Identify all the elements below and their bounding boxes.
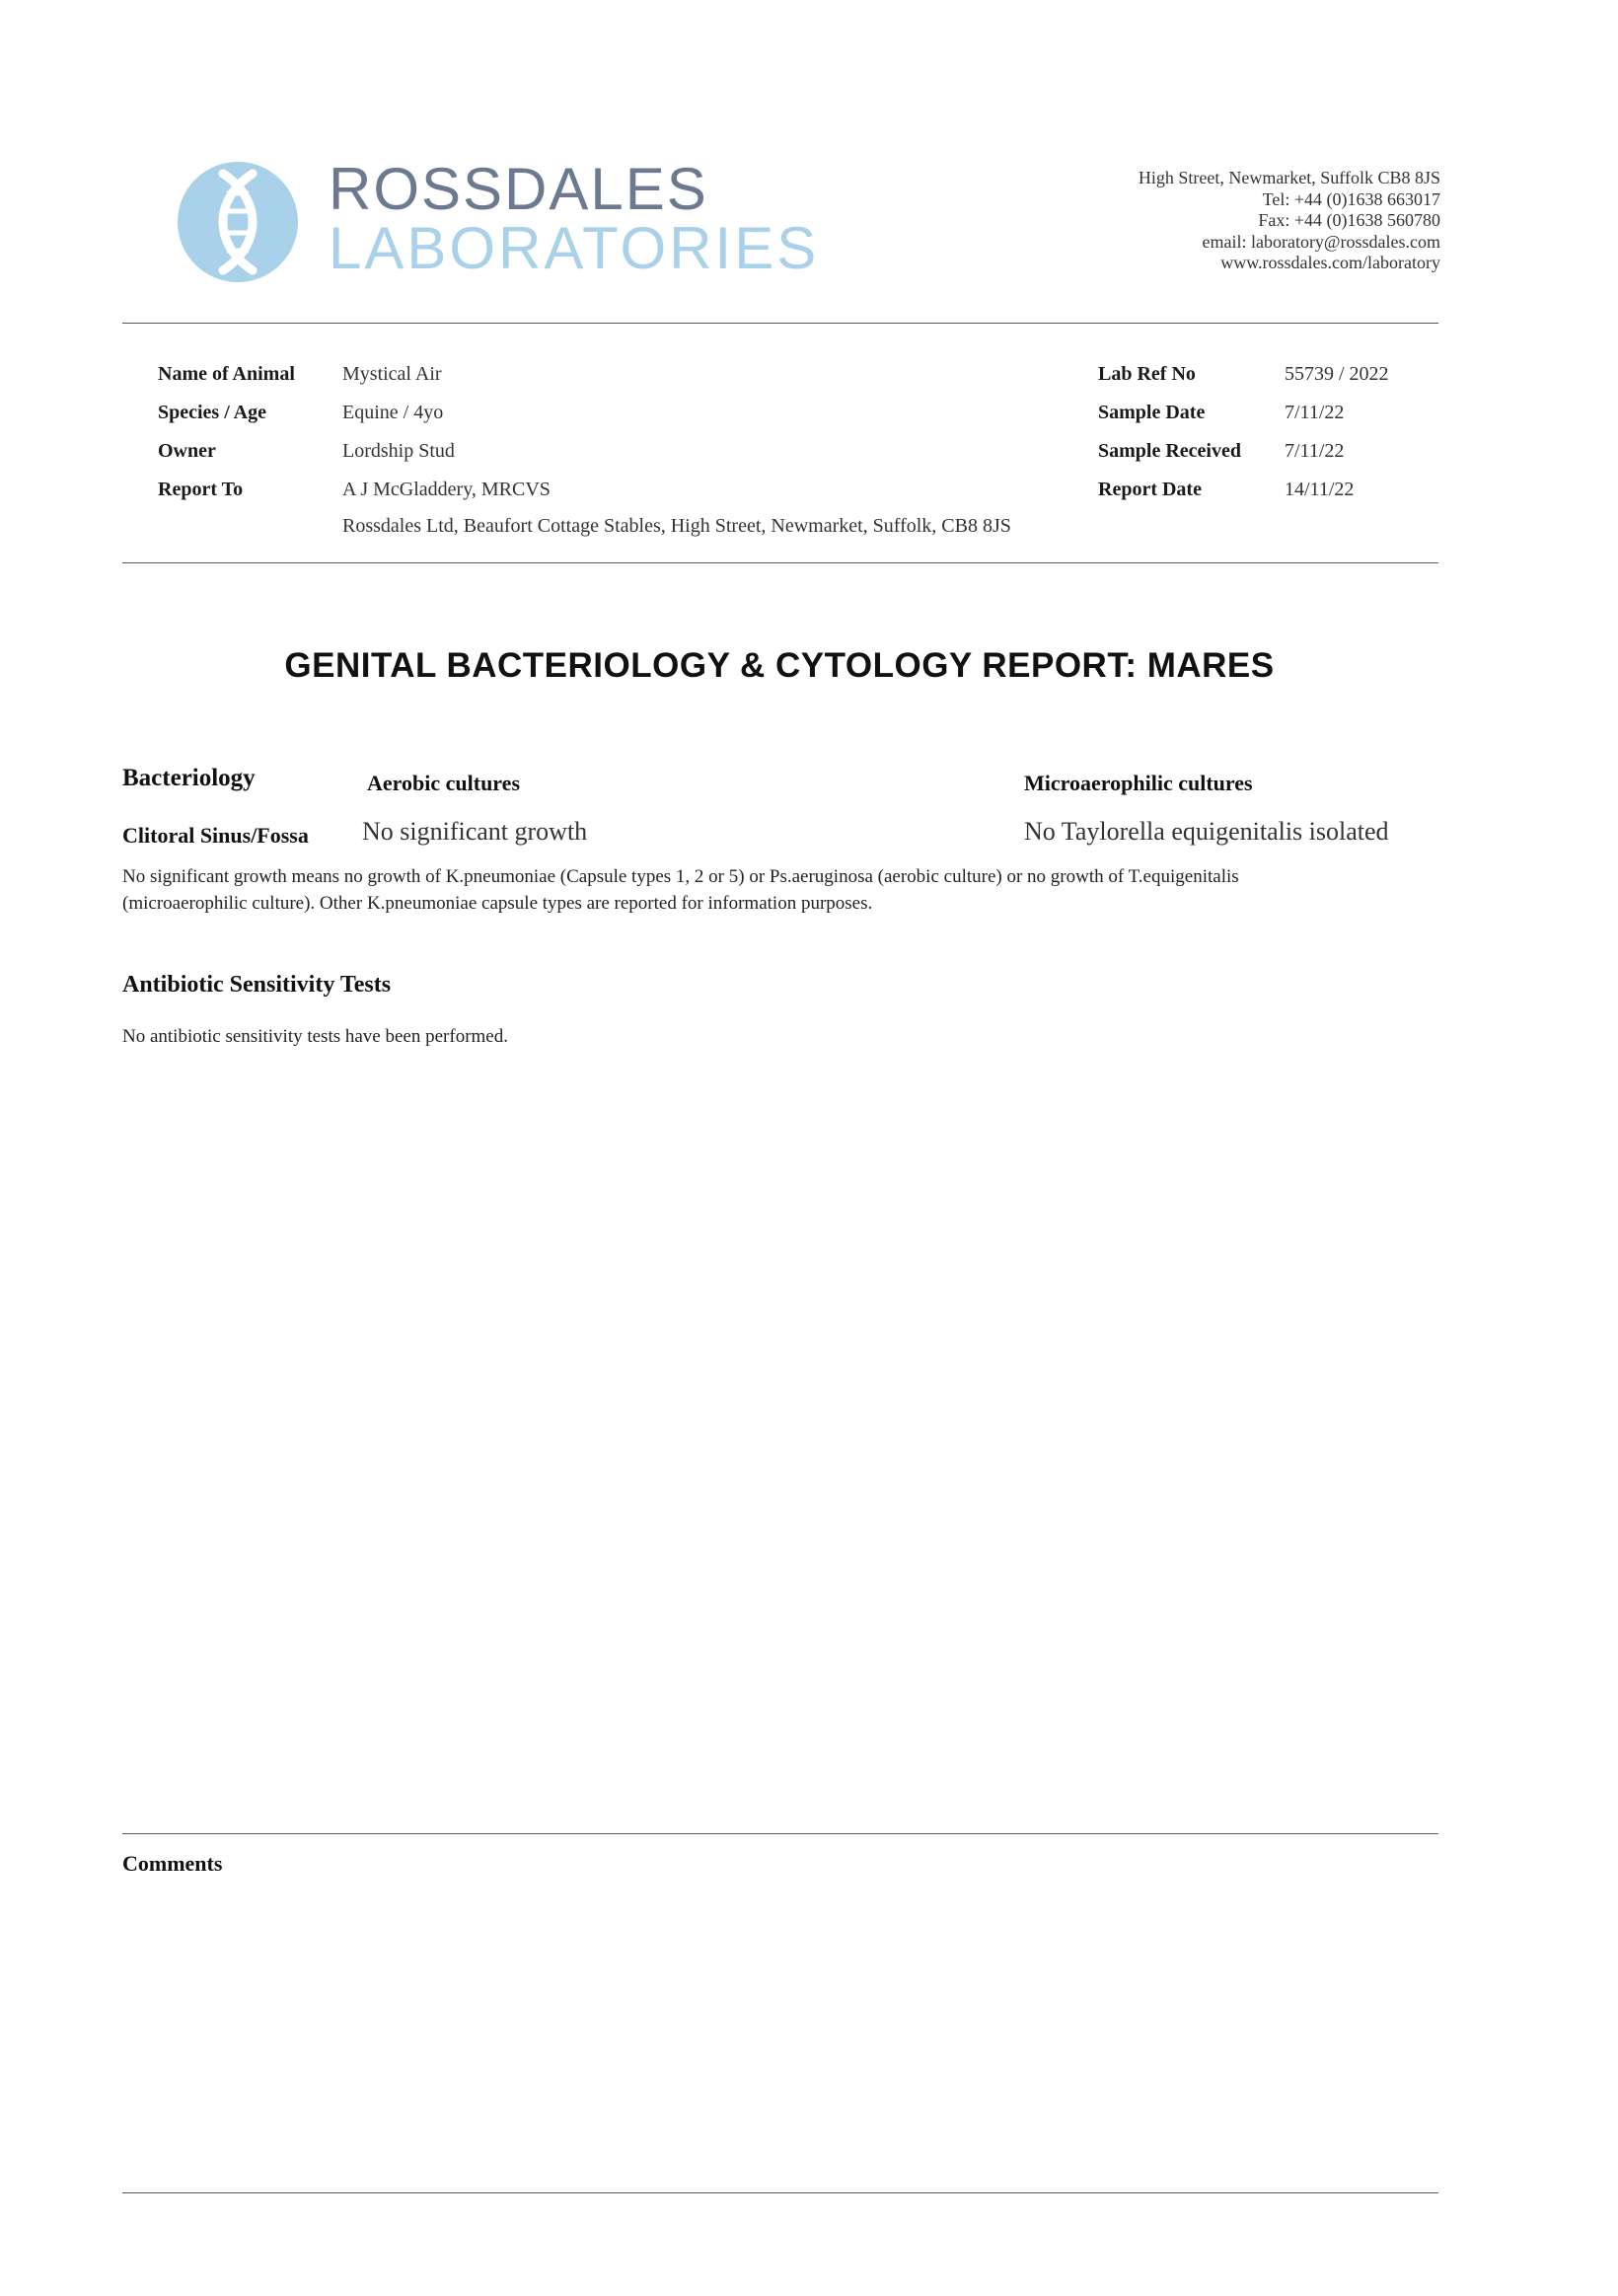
lab-ref-value: 55739 / 2022: [1285, 363, 1389, 385]
report-to-value: A J McGladdery, MRCVS: [342, 479, 551, 500]
lab-email: email: laboratory@rossdales.com: [1202, 231, 1440, 252]
owner-value: Lordship Stud: [342, 440, 455, 462]
animal-name-value: Mystical Air: [342, 363, 442, 385]
sample-date-label: Sample Date: [1098, 402, 1206, 423]
report-to-label: Report To: [158, 479, 244, 500]
details-divider: [122, 562, 1438, 563]
antibiotic-text: No antibiotic sensitivity tests have been performed.: [122, 1026, 508, 1047]
aerobic-cultures-heading: Aerobic cultures: [367, 771, 520, 795]
lab-ref-label: Lab Ref No: [1098, 363, 1196, 385]
lab-contact-block: [1139, 168, 1440, 274]
sample-received-value: 7/11/22: [1285, 440, 1345, 462]
microaerophilic-cultures-heading: Microaerophilic cultures: [1024, 771, 1253, 795]
lab-website: www.rossdales.com/laboratory: [1220, 253, 1440, 272]
logo-wordmark-top: ROSSDALES: [329, 156, 708, 222]
microaerophilic-result: No Taylorella equigenitalis isolated: [1024, 817, 1389, 846]
sample-date-value: 7/11/22: [1285, 402, 1345, 423]
dna-helix-icon: [176, 160, 300, 284]
comments-heading: Comments: [122, 1851, 223, 1876]
report-to-address: Rossdales Ltd, Beaufort Cottage Stables, High Street, Newmarket, Suffolk, CB8 8JS: [342, 515, 1011, 537]
report-title: GENITAL BACTERIOLOGY & CYTOLOGY REPORT: MARES: [284, 646, 1275, 685]
bacteriology-note-line2: (microaerophilic culture). Other K.pneumoniae capsule types are reported for information purposes.: [122, 893, 873, 914]
bacteriology-note: [122, 863, 1464, 917]
bacteriology-note-line1: No significant growth means no growth of K.pneumoniae (Capsule types 1, 2 or 5) or Ps.aeruginosa (aerobic culture) or no growth of T.equigenitalis: [122, 866, 1239, 887]
species-age-label: Species / Age: [158, 402, 266, 423]
sample-site-label: Clitoral Sinus/Fossa: [122, 823, 309, 848]
lab-address: High Street, Newmarket, Suffolk CB8 8JS: [1138, 168, 1440, 187]
bacteriology-heading: Bacteriology: [122, 765, 256, 791]
report-date-label: Report Date: [1098, 479, 1202, 500]
comments-divider-bottom: [122, 2192, 1438, 2193]
aerobic-result: No significant growth: [362, 817, 588, 846]
species-age-value: Equine / 4yo: [342, 402, 444, 423]
animal-name-label: Name of Animal: [158, 363, 295, 385]
sample-received-label: Sample Received: [1098, 440, 1241, 462]
header-divider: [122, 323, 1438, 324]
comments-divider-top: [122, 1833, 1438, 1834]
antibiotic-heading: Antibiotic Sensitivity Tests: [122, 972, 392, 998]
owner-label: Owner: [158, 440, 216, 462]
logo-wordmark-bottom: LABORATORIES: [329, 215, 820, 281]
report-date-value: 14/11/22: [1285, 479, 1355, 500]
lab-fax: Fax: +44 (0)1638 560780: [1258, 210, 1440, 230]
lab-tel: Tel: +44 (0)1638 663017: [1262, 188, 1440, 209]
